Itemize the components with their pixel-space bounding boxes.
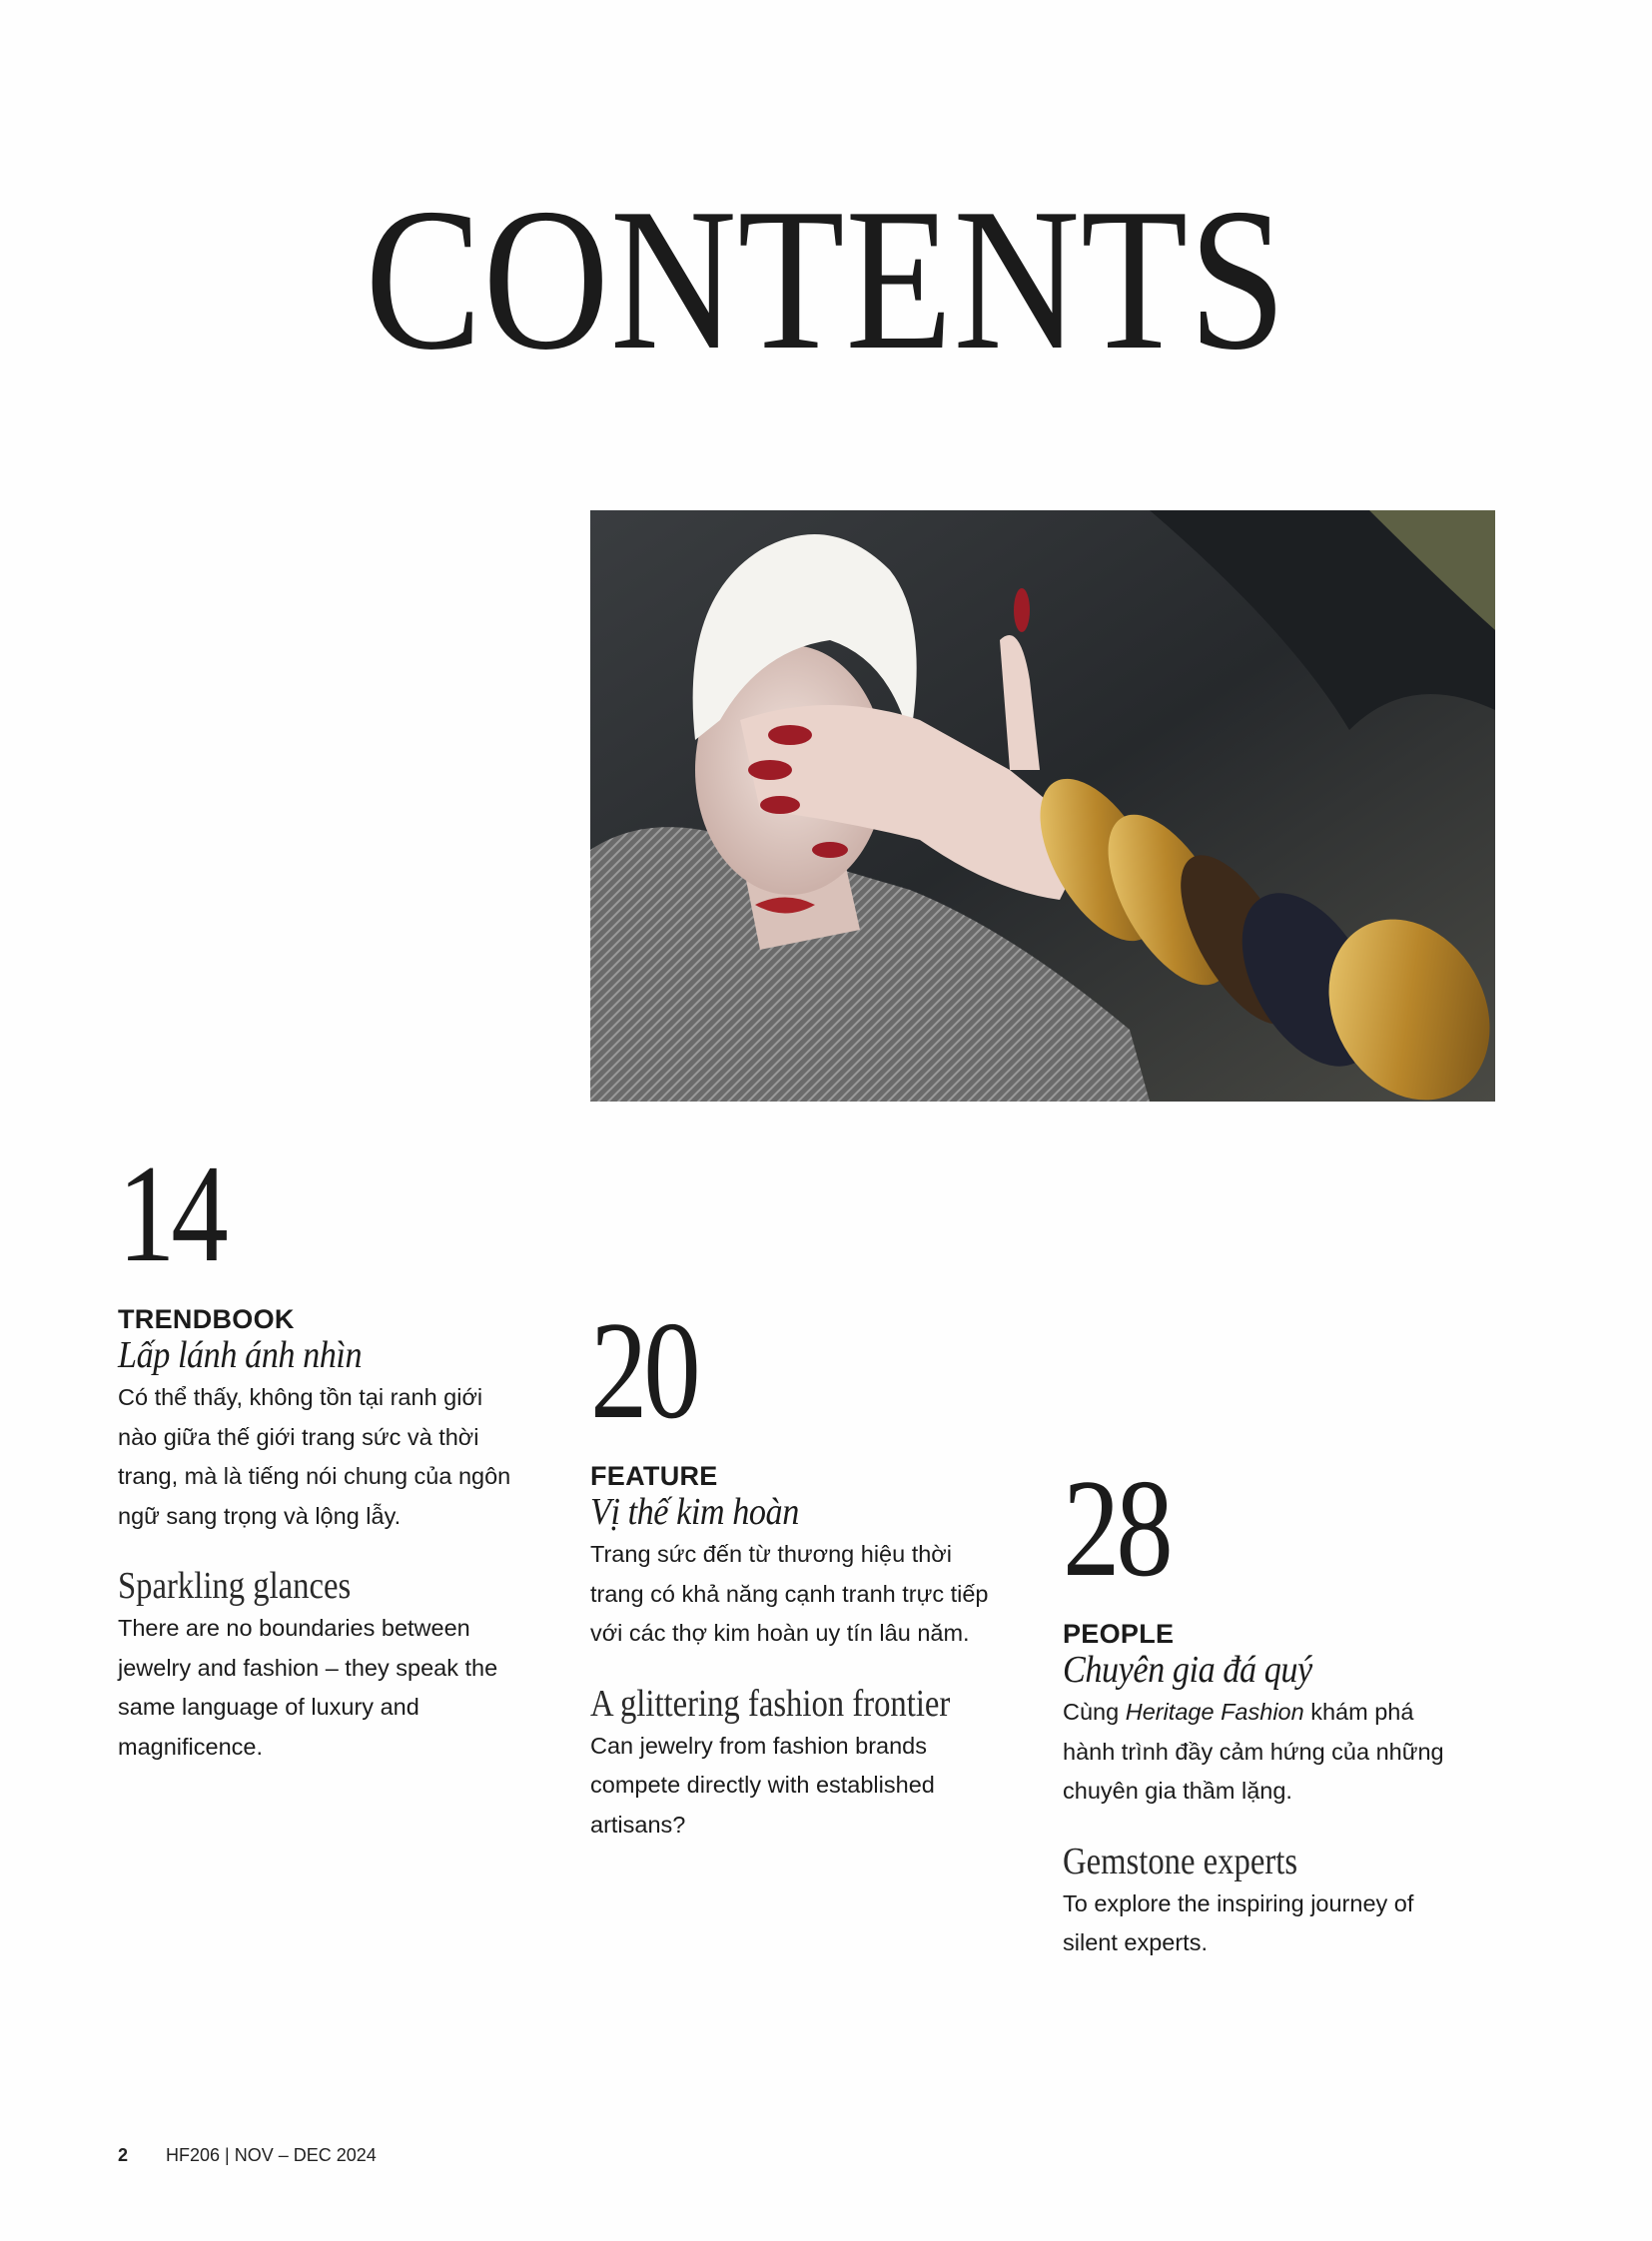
article-title-vi: Lấp lánh ánh nhìn	[118, 1334, 363, 1376]
article-trendbook[interactable]	[118, 1136, 517, 1767]
brand-name: Heritage Fashion	[1125, 1699, 1304, 1725]
article-summary-en: There are no boundaries between jewelry and fashion – they speak the same language of luxury and magnificence.	[118, 1615, 498, 1760]
article-summary-en: To explore the inspiring journey of silent experts.	[1063, 1889, 1414, 1955]
article-summary-vi: Trang sức đến từ thương hiệu thời trang có khả năng cạnh tranh trực tiếp với các thợ kim hoàn uy tín lâu năm.	[590, 1541, 989, 1646]
article-summary-en: Can jewelry from fashion brands compete directly with established artisans?	[590, 1732, 935, 1838]
page-footer	[118, 2145, 377, 2166]
article-title-en: Sparkling glances	[118, 1565, 352, 1607]
article-title-en: A glittering fashion frontier	[590, 1682, 951, 1725]
article-summary-vi: Cùng Heritage Fashion khám phá hành trình đầy cảm hứng của những chuyên gia thầm lặng.	[1063, 1699, 1444, 1804]
article-title-en: Gemstone experts	[1063, 1840, 1298, 1882]
section-label: PEOPLE	[1063, 1619, 1175, 1649]
issue-info: HF206 | NOV – DEC 2024	[166, 2145, 377, 2165]
folio-number: 2	[118, 2145, 129, 2165]
article-people[interactable]	[1063, 1451, 1462, 1963]
article-feature[interactable]	[590, 1293, 990, 1845]
section-label: FEATURE	[590, 1461, 718, 1491]
article-title-vi: Chuyên gia đá quý	[1063, 1649, 1312, 1691]
cover-photo	[590, 510, 1495, 1102]
section-label: TRENDBOOK	[118, 1304, 295, 1334]
article-summary-vi: Có thể thấy, không tồn tại ranh giới nào giữa thế giới trang sức và thời trang, mà là tiếng nói chung của ngôn ngữ sang trọng và lộng lẫy.	[118, 1384, 511, 1529]
page-number-14: 14	[118, 1136, 225, 1291]
page-title: CONTENTS	[365, 167, 1287, 392]
article-title-vi: Vị thế kim hoàn	[590, 1491, 799, 1533]
page-number-20: 20	[590, 1293, 697, 1448]
page-number-28: 28	[1063, 1451, 1170, 1606]
